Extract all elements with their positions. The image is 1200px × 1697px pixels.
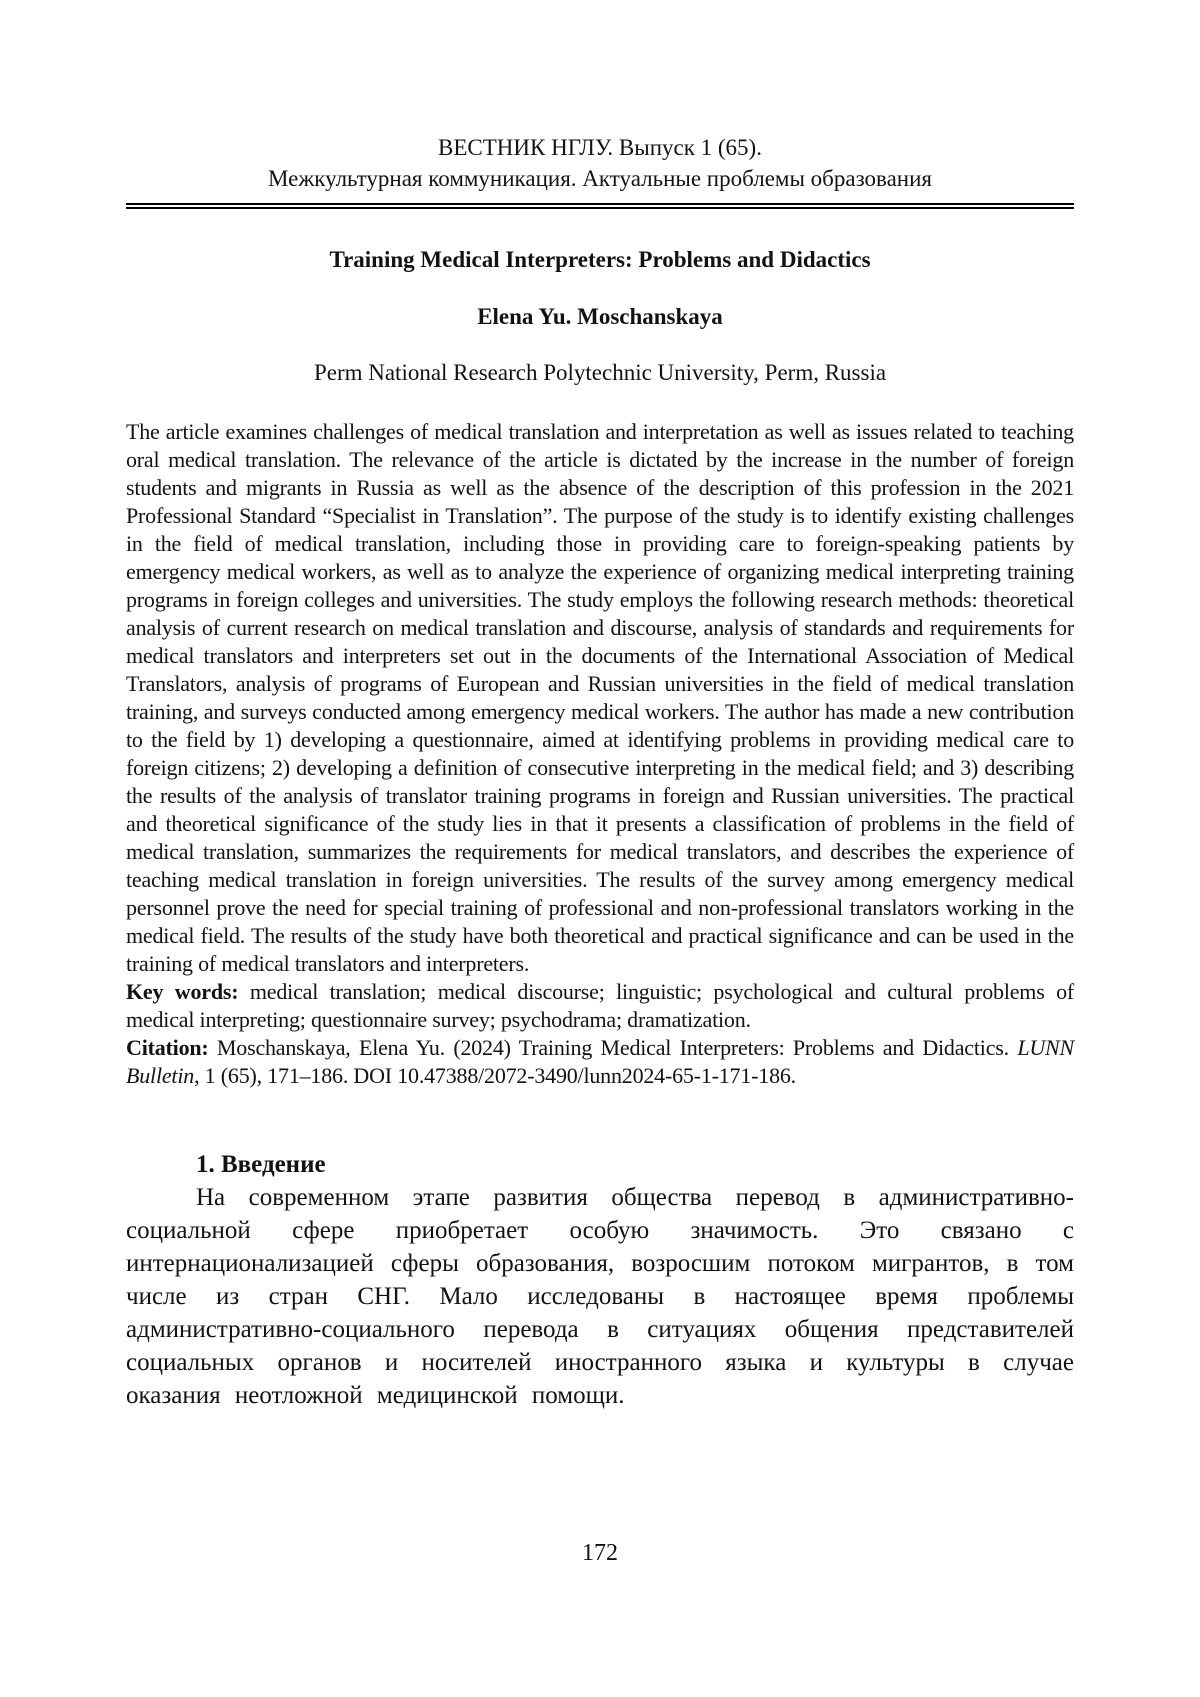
journal-header bbox=[126, 132, 1074, 194]
header-divider-rule bbox=[126, 203, 1074, 209]
section-heading-introduction: 1. Введение bbox=[196, 1151, 326, 1178]
article-author: Elena Yu. Moschanskaya bbox=[477, 304, 723, 329]
page-content bbox=[126, 0, 1074, 1412]
page-number: 172 bbox=[582, 1540, 618, 1566]
article-title: Training Medical Interpreters: Problems and Didactics bbox=[329, 247, 871, 272]
keywords-paragraph bbox=[126, 978, 1074, 1034]
citation-journal-name: LUNN Bulletin bbox=[126, 1035, 1074, 1088]
keywords-label: Key words: bbox=[126, 979, 239, 1004]
keywords-text: medical translation; medical discourse; linguistic; psychological and cultural problems of medical interpreting; questionnaire survey; psychodrama; dramatization. bbox=[126, 979, 1074, 1032]
abstract-paragraph: The article examines challenges of medical translation and interpretation as well as issues related to teaching oral medical translation. The relevance of the article is dictated by the increase in the number of foreign students and migrants in Russia as well as the absence of the description of this profession in the 2021 Professional Standard “Specialist in Translation”. The purpose of the study is to identify existing challenges in the field of medical translation, including those in providing care to foreign-speaking patients by emergency medical workers, as well as to analyze the experience of organizing medical interpreting training programs in foreign colleges and universities. The study employs the following research methods: theoretical analysis of current research on medical translation and discourse, analysis of standards and requirements for medical translators and interpreters set out in the documents of the International Association of Medical Translators, analysis of programs of European and Russian universities in the field of medical translation training, and surveys conducted among emergency medical workers. The author has made a new contribution to the field by 1) developing a questionnaire, aimed at identifying problems in providing medical care to foreign citizens; 2) developing a definition of consecutive interpreting in the medical field; and 3) describing the results of the analysis of translator training programs in foreign and Russian universities. The practical and theoretical significance of the study lies in that it presents a classification of problems in the field of medical translation, summarizes the requirements for medical translators, and describes the experience of teaching medical translation in foreign universities. The results of the survey among emergency medical personnel prove the need for special training of professional and non-professional translators working in the medical field. The results of the study have both theoretical and practical significance and can be used in the training of medical translators and interpreters. bbox=[126, 419, 1074, 976]
citation-text-before-journal: Moschanskaya, Elena Yu. (2024) Training Medical Interpreters: Problems and Didactics. bbox=[216, 1035, 1009, 1060]
article-affiliation: Perm National Research Polytechnic University, Perm, Russia bbox=[313, 360, 887, 385]
introduction-paragraph: На современном этапе развития общества перевод в административно-социальной сфере приобретает особую значимость. Это связано с интернационализацией сферы образования, возросшим потоком мигрантов, в том числе из стран СНГ. Мало исследованы в настоящее время проблемы административно-социального перевода в ситуациях общения представителей социальных органов и носителей иностранного языка и культуры в случае оказания неотложной медицинской помощи. bbox=[126, 1184, 1074, 1409]
journal-header-line2: Межкультурная коммуникация. Актуальные проблемы образования bbox=[267, 166, 933, 191]
journal-header-line1: ВЕСТНИК НГЛУ. Выпуск 1 (65). bbox=[438, 135, 762, 160]
citation-paragraph bbox=[126, 1034, 1074, 1090]
citation-label: Citation: bbox=[126, 1035, 209, 1060]
citation-text-after-journal: , 1 (65), 171–186. DOI 10.47388/2072-3490/lunn2024-65-1-171-186. bbox=[194, 1063, 796, 1088]
